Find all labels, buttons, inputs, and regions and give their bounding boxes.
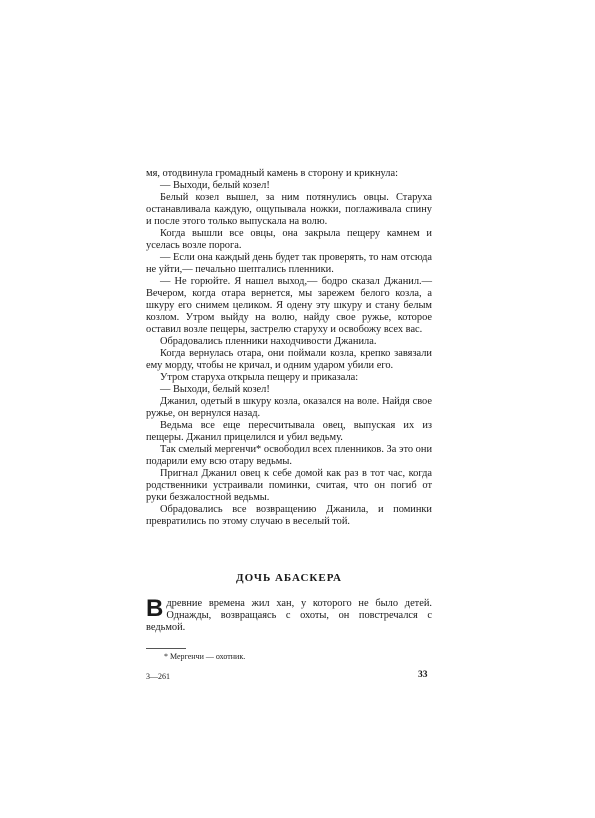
paragraph: Пригнал Джанил овец к себе домой как раз в тот час, когда родственники устраивали поминки, считая, что он погиб от руки безжалостной ведьмы. (146, 468, 432, 503)
paragraph: мя, отодвинула громадный камень в сторону и крикнула: (146, 168, 398, 179)
chapter-opening (146, 595, 432, 634)
paragraph: Обрадовались пленники находчивости Джанила. (160, 336, 377, 347)
printer-signature: 3—261 (146, 672, 170, 681)
paragraph: Утром старуха открыла пещеру и приказала: (160, 372, 359, 383)
story-continuation (146, 168, 432, 528)
footnote-rule (146, 648, 186, 649)
paragraph: Когда вернулась отара, они поймали козла, крепко завязали ему морду, чтобы не кричал, и одним ударом убили его. (146, 348, 432, 371)
paragraph: Обрадовались все возвращению Джанила, и поминки превратились по этому случаю в веселый той. (146, 504, 432, 527)
drop-cap: В (146, 595, 164, 622)
footnote: * Мергенчи — охотник. (164, 652, 246, 661)
paragraph: Белый козел вышел, за ним потянулись овцы. Старуха останавливала каждую, ощупывала ножки, поглаживала спину и после этого только выпускала на волю. (146, 192, 432, 227)
paragraph: — Выходи, белый козел! (160, 180, 270, 191)
paragraph: Джанил, одетый в шкуру козла, оказался на воле. Найдя свое ружье, он вернулся назад. (146, 396, 432, 419)
chapter-opening-text: древние времена жил хан, у которого не было детей. Однажды, возвращаясь с охоты, он повстречался с ведьмой. (146, 598, 432, 633)
paragraph: — Не горюйте. Я нашел выход,— бодро сказал Джанил.— Вечером, когда отара вернется, мы зарежем белого козла, а шкуру его снимем целиком. Я одену эту шкуру и стану белым козлом. Утром выйду на волю, найду свое ружье, которое оставил возле пещеры, застрелю старуху и освобожу всех вас. (146, 276, 432, 335)
paragraph: — Если она каждый день будет так проверять, то нам отсюда не уйти,— печально шептались пленники. (146, 252, 432, 275)
paragraph: Когда вышли все овцы, она закрыла пещеру камнем и уселась возле порога. (146, 228, 432, 251)
paragraph: Так смелый мергенчи* освободил всех пленников. За это они подарили ему всю отару ведьмы. (146, 444, 432, 467)
paragraph: — Выходи, белый козел! (160, 384, 270, 395)
page-number: 33 (418, 670, 428, 680)
paragraph: Ведьма все еще пересчитывала овец, выпуская их из пещеры. Джанил прицелился и убил ведьму. (146, 420, 432, 443)
chapter-title: ДОЧЬ АБАСКЕРА (236, 572, 342, 584)
